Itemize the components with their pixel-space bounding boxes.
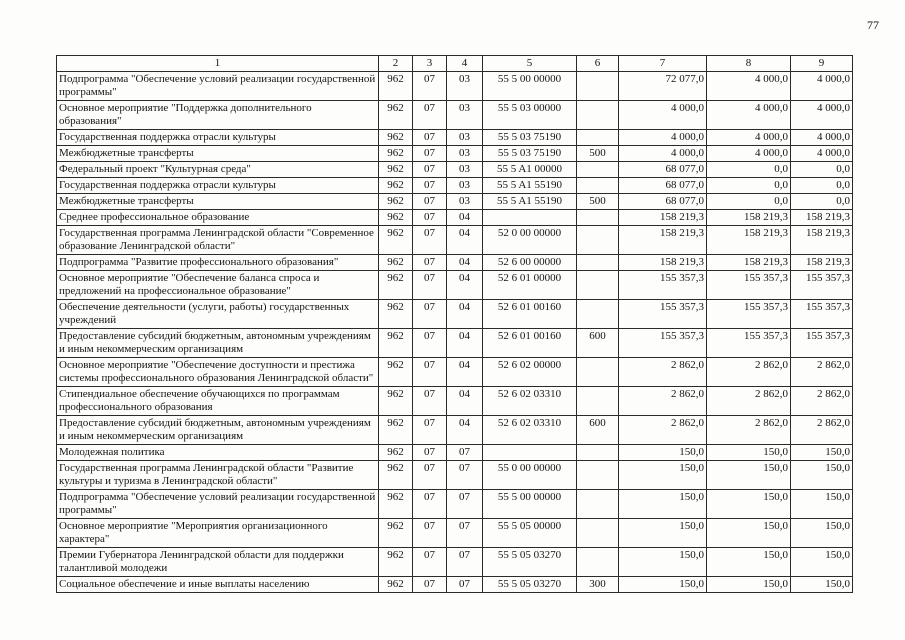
table-cell: 04 — [447, 329, 483, 358]
table-cell: 150,0 — [619, 445, 707, 461]
table-cell: 962 — [379, 255, 413, 271]
table-body — [57, 72, 853, 593]
table-cell: 07 — [413, 577, 447, 593]
table-cell: Подпрограмма "Обеспечение условий реализации государственной программы" — [57, 490, 379, 519]
table-cell: Основное мероприятие "Мероприятия организационного характера" — [57, 519, 379, 548]
table-cell: 55 5 03 00000 — [483, 101, 577, 130]
table-cell: 150,0 — [707, 577, 791, 593]
table-header-cell: 2 — [379, 56, 413, 72]
table-cell: 962 — [379, 445, 413, 461]
table-cell — [577, 300, 619, 329]
table-row — [57, 146, 853, 162]
table-cell: 07 — [413, 416, 447, 445]
table-cell — [577, 358, 619, 387]
table-cell: 07 — [413, 271, 447, 300]
table-cell: 07 — [413, 146, 447, 162]
table-cell: Межбюджетные трансферты — [57, 194, 379, 210]
table-cell: Межбюджетные трансферты — [57, 146, 379, 162]
table-cell: Обеспечение деятельности (услуги, работы) государственных учреждений — [57, 300, 379, 329]
table-header — [57, 56, 853, 72]
table-cell: 4 000,0 — [707, 101, 791, 130]
table-cell: 962 — [379, 178, 413, 194]
table-cell: 03 — [447, 101, 483, 130]
table-cell: 0,0 — [707, 194, 791, 210]
table-cell: 962 — [379, 577, 413, 593]
table-cell — [577, 271, 619, 300]
table-cell: 150,0 — [619, 519, 707, 548]
table-cell: 962 — [379, 490, 413, 519]
table-cell: 150,0 — [619, 577, 707, 593]
table-cell: 72 077,0 — [619, 72, 707, 101]
table-cell: 52 6 01 00160 — [483, 300, 577, 329]
table-header-cell: 4 — [447, 56, 483, 72]
table-cell: 68 077,0 — [619, 178, 707, 194]
table-cell: 55 0 00 00000 — [483, 461, 577, 490]
table-cell: Стипендиальное обеспечение обучающихся по программам профессионального образования — [57, 387, 379, 416]
table-cell: 150,0 — [791, 548, 853, 577]
table-cell: Подпрограмма "Развитие профессионального образования" — [57, 255, 379, 271]
table-cell: 962 — [379, 358, 413, 387]
table-cell: 155 357,3 — [619, 271, 707, 300]
table-cell: 155 357,3 — [791, 271, 853, 300]
table-cell — [577, 101, 619, 130]
table-cell: 962 — [379, 72, 413, 101]
table-cell: 07 — [447, 461, 483, 490]
table-cell: 500 — [577, 194, 619, 210]
table-cell: 04 — [447, 300, 483, 329]
table-cell: 03 — [447, 162, 483, 178]
table-cell: 68 077,0 — [619, 194, 707, 210]
table-cell — [577, 255, 619, 271]
table-cell: 55 5 03 75190 — [483, 146, 577, 162]
table-cell: 55 5 05 03270 — [483, 548, 577, 577]
table-cell: 04 — [447, 416, 483, 445]
table-cell: 155 357,3 — [707, 271, 791, 300]
table-cell: 04 — [447, 387, 483, 416]
table-cell: 962 — [379, 146, 413, 162]
table-cell: 55 5 00 00000 — [483, 72, 577, 101]
table-cell: 150,0 — [619, 461, 707, 490]
table-cell: 2 862,0 — [791, 358, 853, 387]
table-cell: 0,0 — [791, 162, 853, 178]
table-header-cell: 8 — [707, 56, 791, 72]
table-cell: 962 — [379, 519, 413, 548]
table-cell: Основное мероприятие "Обеспечение баланса спроса и предложений на профессиональное образование" — [57, 271, 379, 300]
table-cell: 55 5 A1 00000 — [483, 162, 577, 178]
table-cell: Среднее профессиональное образование — [57, 210, 379, 226]
table-cell: 52 6 02 00000 — [483, 358, 577, 387]
table-cell: 158 219,3 — [791, 255, 853, 271]
table-cell: 150,0 — [791, 519, 853, 548]
table-cell: 52 0 00 00000 — [483, 226, 577, 255]
table-cell: 07 — [413, 300, 447, 329]
table-row — [57, 445, 853, 461]
table-cell: Премии Губернатора Ленинградской области для поддержки талантливой молодежи — [57, 548, 379, 577]
table-row — [57, 329, 853, 358]
table-cell: Федеральный проект "Культурная среда" — [57, 162, 379, 178]
table-cell: 2 862,0 — [619, 387, 707, 416]
table-cell — [577, 162, 619, 178]
table-cell: 150,0 — [791, 445, 853, 461]
table-row — [57, 255, 853, 271]
table-cell: 07 — [413, 72, 447, 101]
table-cell: 07 — [413, 210, 447, 226]
table-cell: 155 357,3 — [707, 329, 791, 358]
table-cell: 150,0 — [619, 548, 707, 577]
table-cell: Подпрограмма "Обеспечение условий реализации государственной программы" — [57, 72, 379, 101]
table-cell: 2 862,0 — [791, 416, 853, 445]
table-cell: 158 219,3 — [619, 255, 707, 271]
table-row — [57, 548, 853, 577]
table-cell: 158 219,3 — [619, 226, 707, 255]
table-cell: 07 — [413, 162, 447, 178]
table-cell: 55 5 A1 55190 — [483, 178, 577, 194]
table-cell: 962 — [379, 194, 413, 210]
table-row — [57, 577, 853, 593]
table-cell: Государственная программа Ленинградской области "Развитие культуры и туризма в Ленинградской области" — [57, 461, 379, 490]
table-header-cell: 5 — [483, 56, 577, 72]
page-number: 77 — [867, 18, 879, 32]
table-cell: 55 5 05 03270 — [483, 577, 577, 593]
table-cell: Социальное обеспечение и иные выплаты населению — [57, 577, 379, 593]
table-row — [57, 101, 853, 130]
table-cell: 155 357,3 — [707, 300, 791, 329]
table-cell: 150,0 — [707, 445, 791, 461]
table-cell: Молодежная политика — [57, 445, 379, 461]
table-cell: 52 6 00 00000 — [483, 255, 577, 271]
table-row — [57, 162, 853, 178]
table-row — [57, 130, 853, 146]
table-row — [57, 72, 853, 101]
table-cell: 03 — [447, 194, 483, 210]
table-header-cell: 9 — [791, 56, 853, 72]
table-cell: 4 000,0 — [791, 72, 853, 101]
table-row — [57, 387, 853, 416]
table-cell: 150,0 — [707, 461, 791, 490]
table-cell: 962 — [379, 461, 413, 490]
table-cell: 04 — [447, 210, 483, 226]
table-cell: 07 — [413, 255, 447, 271]
table-cell: 150,0 — [791, 577, 853, 593]
table-header-row — [57, 56, 853, 72]
table-cell: 2 862,0 — [619, 358, 707, 387]
table-cell: Государственная поддержка отрасли культуры — [57, 178, 379, 194]
table-cell: 4 000,0 — [707, 146, 791, 162]
table-cell: 962 — [379, 226, 413, 255]
table-cell — [483, 210, 577, 226]
table-cell: 0,0 — [707, 178, 791, 194]
table-row — [57, 461, 853, 490]
table-cell — [577, 461, 619, 490]
table-cell: 150,0 — [707, 548, 791, 577]
table-cell: 150,0 — [619, 490, 707, 519]
table-cell: 2 862,0 — [707, 387, 791, 416]
table-cell: 52 6 02 03310 — [483, 387, 577, 416]
table-cell: 07 — [413, 178, 447, 194]
table-cell: 07 — [413, 387, 447, 416]
table-cell — [577, 210, 619, 226]
table-row — [57, 271, 853, 300]
table-cell: 55 5 03 75190 — [483, 130, 577, 146]
table-cell: 2 862,0 — [707, 358, 791, 387]
table-cell: 03 — [447, 72, 483, 101]
table-cell: 0,0 — [791, 194, 853, 210]
table-cell: 962 — [379, 271, 413, 300]
table-cell: 55 5 05 00000 — [483, 519, 577, 548]
table-cell: Государственная программа Ленинградской области "Современное образование Ленинградской области" — [57, 226, 379, 255]
table-cell: 4 000,0 — [619, 130, 707, 146]
table-cell: 07 — [413, 490, 447, 519]
table-cell — [577, 548, 619, 577]
table-cell: 4 000,0 — [619, 101, 707, 130]
table-cell: 55 5 A1 55190 — [483, 194, 577, 210]
table-header-cell: 1 — [57, 56, 379, 72]
table-cell: 07 — [447, 548, 483, 577]
table-cell: 07 — [413, 519, 447, 548]
table-cell: 07 — [413, 226, 447, 255]
table-cell: 0,0 — [707, 162, 791, 178]
table-cell: 158 219,3 — [707, 255, 791, 271]
table-cell — [483, 445, 577, 461]
table-cell: 03 — [447, 178, 483, 194]
table-cell: 158 219,3 — [707, 226, 791, 255]
table-cell: 150,0 — [791, 461, 853, 490]
table-cell: 155 357,3 — [619, 300, 707, 329]
table-cell: 962 — [379, 548, 413, 577]
table-cell: 52 6 01 00160 — [483, 329, 577, 358]
table-cell: 962 — [379, 387, 413, 416]
table-cell: 07 — [413, 548, 447, 577]
table-cell: 52 6 02 03310 — [483, 416, 577, 445]
table-cell: 07 — [447, 577, 483, 593]
table-cell: 600 — [577, 416, 619, 445]
table-cell: 158 219,3 — [791, 210, 853, 226]
table-cell: 4 000,0 — [707, 130, 791, 146]
table-cell: 2 862,0 — [707, 416, 791, 445]
table-cell: 03 — [447, 146, 483, 162]
table-cell: 4 000,0 — [791, 146, 853, 162]
table-cell: 150,0 — [707, 519, 791, 548]
table-cell: 07 — [413, 445, 447, 461]
table-cell: 07 — [413, 329, 447, 358]
table-cell: 4 000,0 — [791, 130, 853, 146]
table-cell: 158 219,3 — [619, 210, 707, 226]
table-cell: 07 — [413, 101, 447, 130]
table-cell: 962 — [379, 162, 413, 178]
table-cell: Предоставление субсидий бюджетным, автономным учреждениям и иным некоммерческим организациям — [57, 329, 379, 358]
table-cell: 158 219,3 — [707, 210, 791, 226]
table-cell: Предоставление субсидий бюджетным, автономным учреждениям и иным некоммерческим организациям — [57, 416, 379, 445]
table-cell: 03 — [447, 130, 483, 146]
table-row — [57, 178, 853, 194]
table-cell: Государственная поддержка отрасли культуры — [57, 130, 379, 146]
table-cell: 07 — [413, 358, 447, 387]
table-cell: 68 077,0 — [619, 162, 707, 178]
table-cell: 155 357,3 — [791, 300, 853, 329]
table-cell — [577, 72, 619, 101]
table-cell: 07 — [413, 461, 447, 490]
table-header-cell: 6 — [577, 56, 619, 72]
table-row — [57, 490, 853, 519]
table-header-cell: 3 — [413, 56, 447, 72]
table-cell: 155 357,3 — [619, 329, 707, 358]
table-cell: 04 — [447, 255, 483, 271]
table-cell: 07 — [447, 519, 483, 548]
table-cell: 962 — [379, 101, 413, 130]
table-cell: 04 — [447, 226, 483, 255]
table-cell — [577, 226, 619, 255]
table-cell: 962 — [379, 210, 413, 226]
table-cell: 158 219,3 — [791, 226, 853, 255]
table-row — [57, 519, 853, 548]
table-cell: 962 — [379, 329, 413, 358]
table-row — [57, 416, 853, 445]
table-cell — [577, 490, 619, 519]
table-cell: 52 6 01 00000 — [483, 271, 577, 300]
table-cell: 55 5 00 00000 — [483, 490, 577, 519]
table-cell — [577, 519, 619, 548]
table-cell: 155 357,3 — [791, 329, 853, 358]
table-cell — [577, 445, 619, 461]
table-cell: 07 — [447, 445, 483, 461]
table-header-cell: 7 — [619, 56, 707, 72]
table-cell: Основное мероприятие "Поддержка дополнительного образования" — [57, 101, 379, 130]
table-row — [57, 300, 853, 329]
table-cell — [577, 130, 619, 146]
table-cell: 962 — [379, 416, 413, 445]
table-cell: 500 — [577, 146, 619, 162]
table-cell: 2 862,0 — [791, 387, 853, 416]
table-cell: 300 — [577, 577, 619, 593]
table-cell: Основное мероприятие "Обеспечение доступности и престижа системы профессионального образования Ленинградской области" — [57, 358, 379, 387]
table-cell — [577, 178, 619, 194]
table-cell: 0,0 — [791, 178, 853, 194]
table-cell: 07 — [447, 490, 483, 519]
table-cell: 07 — [413, 194, 447, 210]
table-cell: 962 — [379, 130, 413, 146]
table-cell: 600 — [577, 329, 619, 358]
table-cell: 2 862,0 — [619, 416, 707, 445]
table-row — [57, 194, 853, 210]
table-cell: 4 000,0 — [619, 146, 707, 162]
table-cell: 150,0 — [791, 490, 853, 519]
table-row — [57, 210, 853, 226]
table-cell: 04 — [447, 358, 483, 387]
table-row — [57, 358, 853, 387]
table-cell: 962 — [379, 300, 413, 329]
table-cell: 150,0 — [707, 490, 791, 519]
table-cell — [577, 387, 619, 416]
table-cell: 07 — [413, 130, 447, 146]
table-cell: 04 — [447, 271, 483, 300]
budget-table — [56, 55, 853, 593]
table-row — [57, 226, 853, 255]
table-cell: 4 000,0 — [707, 72, 791, 101]
table-cell: 4 000,0 — [791, 101, 853, 130]
